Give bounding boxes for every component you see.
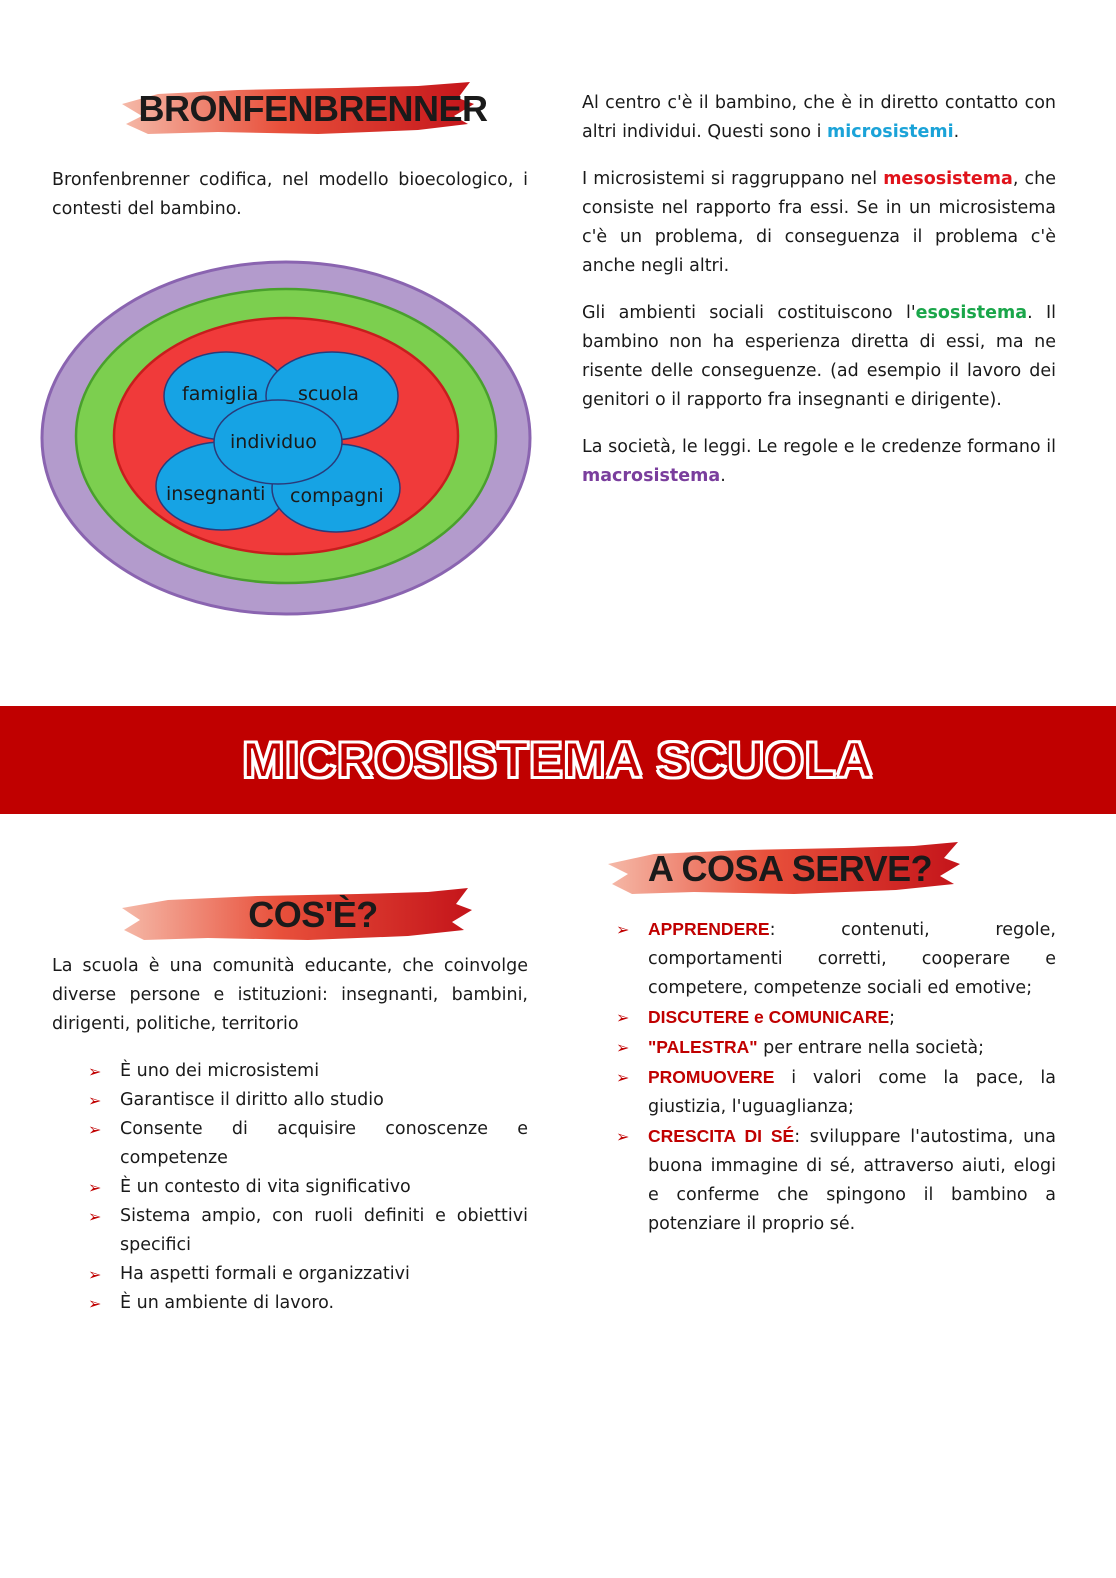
section-title-bronfenbrenner: BRONFENBRENNER: [138, 88, 488, 129]
section-title-cose: COS'È?: [248, 894, 378, 935]
list-item: ➢ PROMUOVERE i valori come la pace, la giustizia, l'uguaglianza;: [614, 1063, 1056, 1122]
list-item: ➢ Garantisce il diritto allo studio: [86, 1086, 528, 1115]
serve-list: [614, 915, 1056, 1239]
arrow-bullet-icon: ➢: [88, 1120, 102, 1139]
keyword-mesosistema: mesosistema: [883, 169, 1013, 189]
paragraph-mesosistema: I microsistemi si raggruppano nel mesosistema, che consiste nel rapporto fra essi. Se in un microsistema c'è un problema, di conseguenza il problema c'è anche negli altri.: [582, 169, 1056, 276]
keyword-crescita: CRESCITA DI SÉ: [648, 1126, 795, 1146]
section-banner: [0, 706, 1116, 814]
intro-cose: La scuola è una comunità educante, che coinvolge diverse persone e istituzioni: insegnanti, bambini, dirigenti, politiche, territorio: [52, 956, 528, 1034]
arrow-bullet-icon: ➢: [88, 1091, 102, 1110]
intro-bronfenbrenner: Bronfenbrenner codifica, nel modello bioecologico, i contesti del bambino.: [52, 170, 528, 219]
arrow-bullet-icon: ➢: [88, 1265, 102, 1284]
arrow-bullet-icon: ➢: [616, 1008, 630, 1027]
banner-title: MICROSISTEMA SCUOLA: [242, 732, 874, 788]
paragraph-microsistemi: Al centro c'è il bambino, che è in diretto contatto con altri individui. Questi sono i microsistemi.: [582, 93, 1056, 142]
label-insegnanti: insegnanti: [166, 483, 266, 505]
keyword-palestra: "PALESTRA": [648, 1037, 758, 1057]
list-item: ➢ È un ambiente di lavoro.: [86, 1289, 528, 1318]
keyword-microsistemi: microsistemi: [827, 122, 954, 142]
list-item: ➢ "PALESTRA" per entrare nella società;: [614, 1033, 1056, 1063]
keyword-apprendere: APPRENDERE: [648, 919, 770, 939]
list-item: ➢ CRESCITA DI SÉ: sviluppare l'autostima, una buona immagine di sé, attraverso aiuti, elogi e conferme che spingono il bambino a potenziare il proprio sé.: [614, 1122, 1056, 1239]
arrow-bullet-icon: ➢: [616, 1038, 630, 1057]
section-title-serve: A COSA SERVE?: [647, 848, 933, 889]
cose-list: [86, 1057, 528, 1318]
keyword-promuovere: PROMUOVERE: [648, 1067, 775, 1087]
list-item: ➢ Sistema ampio, con ruoli definiti e obiettivi specifici: [86, 1202, 528, 1260]
label-famiglia: famiglia: [182, 383, 259, 405]
arrow-bullet-icon: ➢: [88, 1178, 102, 1197]
paragraph-esosistema: Gli ambienti sociali costituiscono l'esosistema. Il bambino non ha esperienza diretta di essi, ma ne risente delle conseguenze. (ad esempio il lavoro dei genitori o il rapporto fra insegnanti e dirigente).: [582, 303, 1056, 410]
list-item: ➢ Consente di acquisire conoscenze e competenze: [86, 1115, 528, 1173]
paragraph-macrosistema: La società, le leggi. Le regole e le credenze formano il macrosistema.: [582, 437, 1056, 486]
list-item: ➢ È un contesto di vita significativo: [86, 1173, 528, 1202]
keyword-esosistema: esosistema: [915, 303, 1028, 323]
list-item: ➢ Ha aspetti formali e organizzativi: [86, 1260, 528, 1289]
bioecological-diagram: [36, 258, 536, 620]
list-item: ➢ APPRENDERE: contenuti, regole, comportamenti corretti, cooperare e competere, competenze sociali ed emotive;: [614, 915, 1056, 1003]
bronfenbrenner-explanation: [582, 89, 1056, 509]
arrow-bullet-icon: ➢: [616, 920, 630, 939]
label-scuola: scuola: [298, 383, 359, 405]
label-individuo: individuo: [230, 431, 317, 453]
label-compagni: compagni: [290, 485, 384, 507]
arrow-bullet-icon: ➢: [88, 1062, 102, 1081]
list-item: ➢ DISCUTERE e COMUNICARE;: [614, 1003, 1056, 1033]
arrow-bullet-icon: ➢: [88, 1294, 102, 1313]
list-item: ➢ È uno dei microsistemi: [86, 1057, 528, 1086]
keyword-macrosistema: macrosistema: [582, 466, 721, 486]
arrow-bullet-icon: ➢: [616, 1127, 630, 1146]
keyword-discutere: DISCUTERE e COMUNICARE: [648, 1007, 890, 1027]
arrow-bullet-icon: ➢: [88, 1207, 102, 1226]
arrow-bullet-icon: ➢: [616, 1068, 630, 1087]
